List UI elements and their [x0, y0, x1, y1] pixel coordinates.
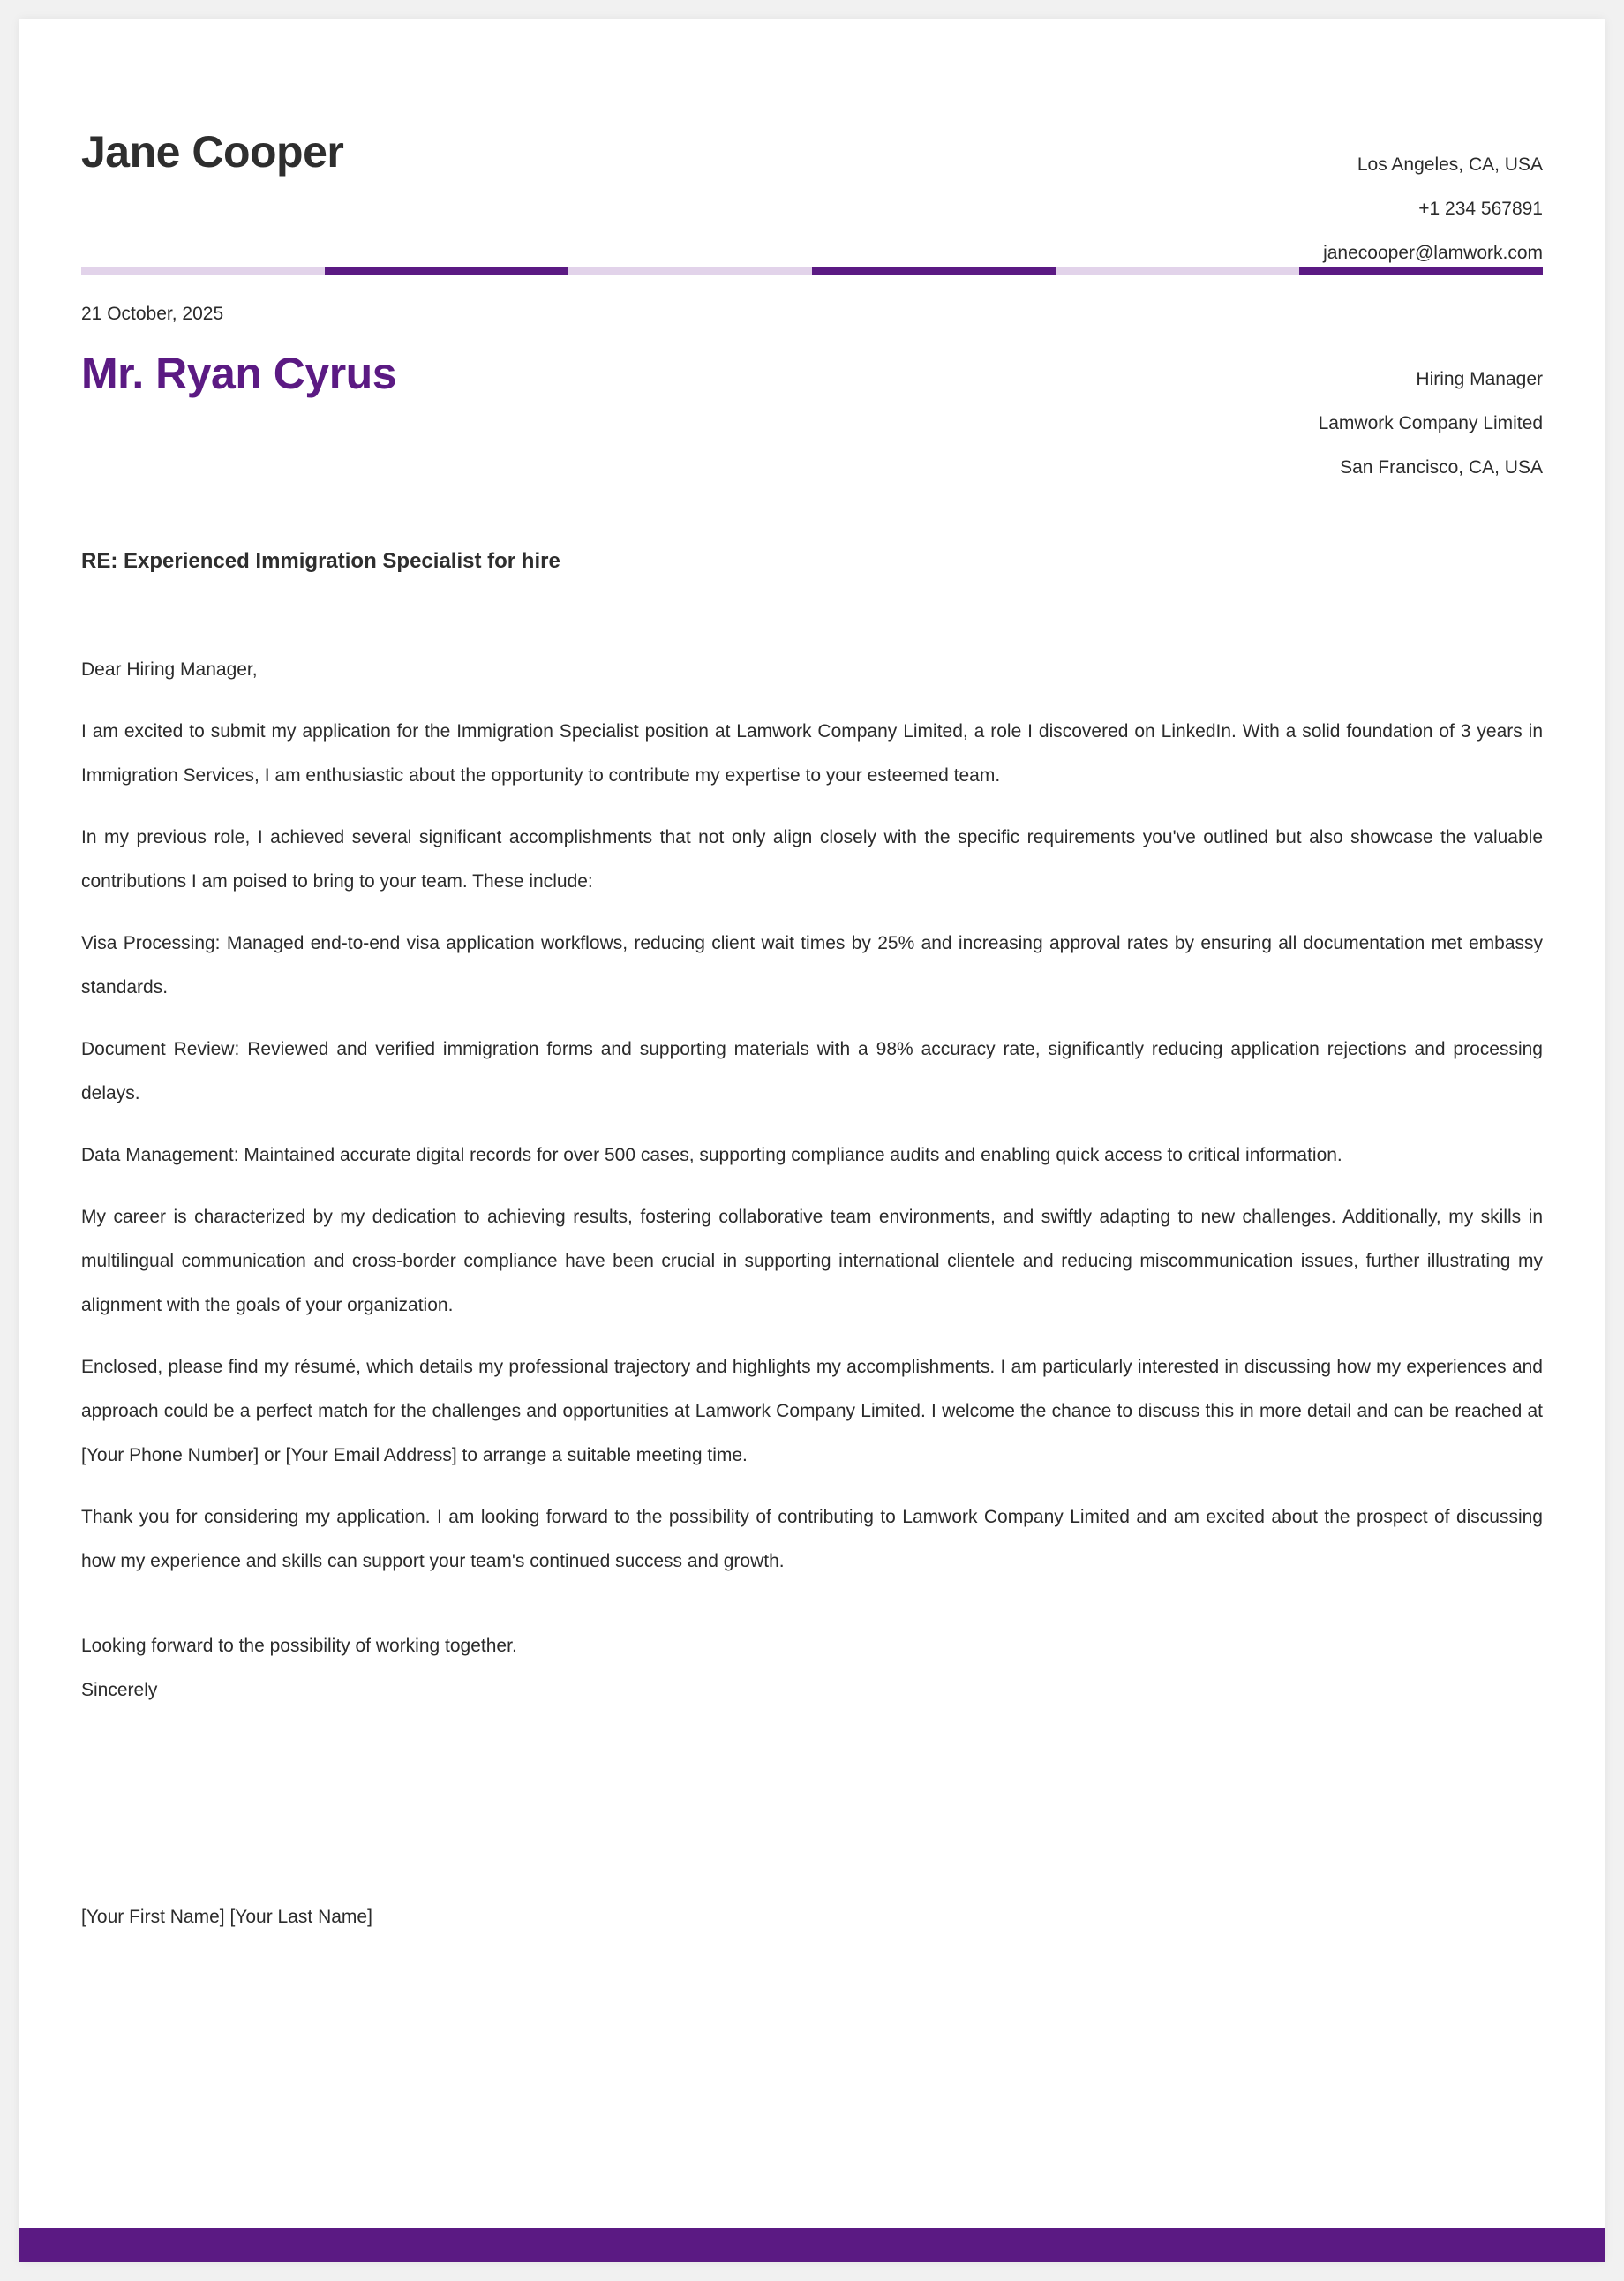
body-paragraph: In my previous role, I achieved several significant accomplishments that not only align closely with the specific requirements you've outlined but also showcase the valuable contributions I am poised to bring to your team. These include:	[81, 827, 1543, 892]
footer-bar	[19, 2228, 1605, 2262]
closing-line: Looking forward to the possibility of working together.	[81, 1636, 517, 1656]
divider-segment	[1056, 267, 1299, 275]
divider-segment	[1299, 267, 1543, 275]
recipient-company: Lamwork Company Limited	[1318, 413, 1543, 433]
letter-page	[19, 19, 1605, 2262]
sender-name: Jane Cooper	[81, 127, 344, 177]
divider-segment	[81, 267, 325, 275]
letter-subject: RE: Experienced Immigration Specialist for hire	[81, 549, 560, 573]
sender-contact	[1323, 143, 1543, 275]
sender-email: janecooper@lamwork.com	[1323, 243, 1543, 263]
recipient-location: San Francisco, CA, USA	[1340, 457, 1543, 478]
recipient-title: Hiring Manager	[1416, 369, 1543, 389]
signature-name: [Your First Name] [Your Last Name]	[81, 1907, 372, 1927]
header-divider	[81, 267, 1543, 275]
body-paragraph: Data Management: Maintained accurate digital records for over 500 cases, supporting compliance audits and enabling quick access to critical information.	[81, 1145, 1342, 1165]
sender-phone: +1 234 567891	[1418, 199, 1543, 219]
body-paragraph: I am excited to submit my application for the Immigration Specialist position at Lamwork Company Limited, a role I discovered on LinkedIn. With a solid foundation of 3 years in Immigration Services, I am enthusiastic about the opportunity to contribute my expertise to your esteemed team.	[81, 721, 1543, 786]
body-paragraph: Document Review: Reviewed and verified immigration forms and supporting materials with a 98% accuracy rate, significantly reducing application rejections and processing delays.	[81, 1039, 1543, 1103]
divider-segment	[568, 267, 812, 275]
sender-location: Los Angeles, CA, USA	[1357, 154, 1543, 175]
divider-segment	[325, 267, 568, 275]
salutation: Dear Hiring Manager,	[81, 659, 258, 680]
letter-header	[81, 103, 1543, 280]
letter-date: 21 October, 2025	[81, 304, 224, 324]
divider-segment	[812, 267, 1056, 275]
body-paragraph: My career is characterized by my dedication to achieving results, fostering collaborative team environments, and swiftly adapting to new challenges. Additionally, my skills in multilingual communication and cross-border compliance have been crucial in supporting international clientele and reducing miscommunication issues, further illustrating my alignment with the goals of your organization.	[81, 1207, 1543, 1315]
recipient-info	[1319, 358, 1543, 490]
letter-closing	[81, 1624, 517, 1713]
closing-signoff: Sincerely	[81, 1680, 158, 1700]
body-paragraph: Enclosed, please find my résumé, which details my professional trajectory and highlights my accomplishments. I am particularly interested in discussing how my experiences and approach could be a perfect match for the challenges and opportunities at Lamwork Company Limited. I welcome the chance to discuss this in more detail and can be reached at [Your Phone Number] or [Your Email Address] to arrange a suitable meeting time.	[81, 1357, 1543, 1465]
body-paragraph: Visa Processing: Managed end-to-end visa application workflows, reducing client wait times by 25% and increasing approval rates by ensuring all documentation met embassy standards.	[81, 933, 1543, 997]
letter-body	[81, 648, 1543, 1601]
body-paragraph: Thank you for considering my application. I am looking forward to the possibility of contributing to Lamwork Company Limited and am excited about the prospect of discussing how my experience and skills can support your team's continued success and growth.	[81, 1507, 1543, 1571]
recipient-name: Mr. Ryan Cyrus	[81, 349, 397, 398]
